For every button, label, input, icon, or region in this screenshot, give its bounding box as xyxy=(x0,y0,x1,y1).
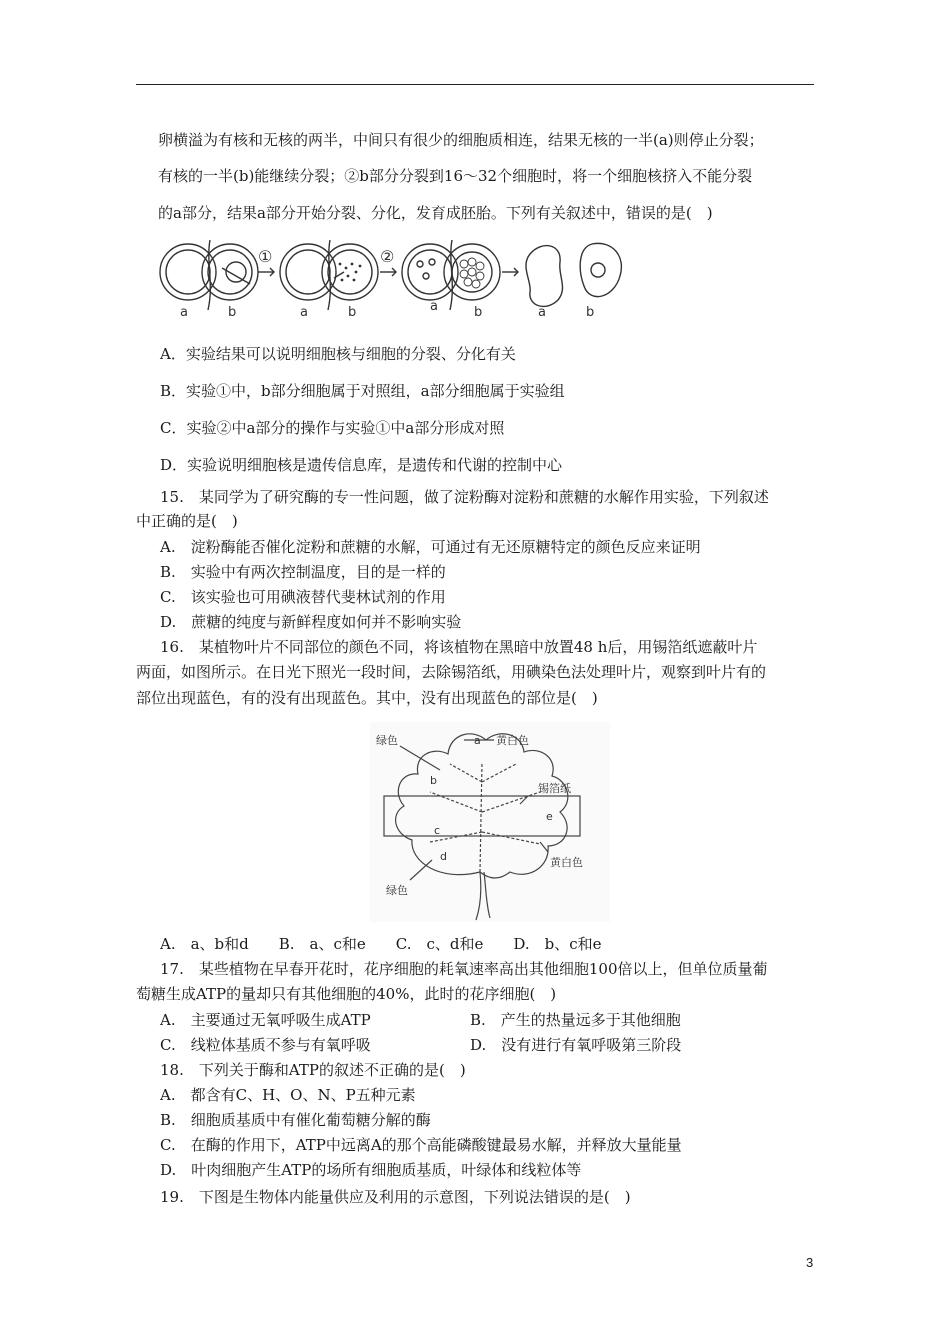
q18-stem: 18. 下列关于酶和ATP的叙述不正确的是( ) xyxy=(160,1061,466,1079)
q15-stem-line-1: 15. 某同学为了研究酶的专一性问题，做了淀粉酶对淀粉和蔗糖的水解作用实验，下列叙述 xyxy=(160,488,769,506)
q15-stem-line-2: 中正确的是( ) xyxy=(136,512,238,530)
q17-option-a: A. 主要通过无氧呼吸生成ATP xyxy=(160,1011,371,1029)
q19-stem: 19. 下图是生物体内能量供应及利用的示意图，下列说法错误的是( ) xyxy=(160,1188,631,1206)
step1-label: ① xyxy=(258,247,273,266)
label-b1: b xyxy=(228,305,237,320)
q14-text-line-3: 的a部分，结果a部分开始分裂、分化，发育成胚胎。下列有关叙述中，错误的是( ) xyxy=(158,204,713,222)
q18-option-d: D. 叶肉细胞产生ATP的场所有细胞质基质，叶绿体和线粒体等 xyxy=(160,1161,582,1179)
q14-option-a: A．实验结果可以说明细胞核与细胞的分裂、分化有关 xyxy=(160,345,516,363)
label-a2: a xyxy=(300,305,308,320)
label-a: a xyxy=(474,734,481,747)
q15-option-d: D. 蔗糖的纯度与新鲜程度如何并不影响实验 xyxy=(160,613,462,631)
q17-stem-line-1: 17. 某些植物在早春开花时，花序细胞的耗氧速率高出其他细胞100倍以上，但单位质量葡 xyxy=(160,960,768,978)
label-e: e xyxy=(546,810,553,823)
q18-option-b: B. 细胞质基质中有催化葡萄糖分解的酶 xyxy=(160,1111,431,1129)
q17-option-d: D. 没有进行有氧呼吸第三阶段 xyxy=(470,1036,682,1054)
q14-text-line-1: 卵横溢为有核和无核的两半，中间只有很少的细胞质相连，结果无核的一半(a)则停止分裂； xyxy=(158,131,764,149)
q14-option-d: D．实验说明细胞核是遗传信息库，是遗传和代谢的控制中心 xyxy=(160,456,563,474)
label-yellow-top: 黄白色 xyxy=(496,734,529,747)
header-rule xyxy=(136,84,814,85)
q17-option-b: B. 产生的热量远多于其他细胞 xyxy=(470,1011,681,1029)
q15-option-b: B. 实验中有两次控制温度，目的是一样的 xyxy=(160,563,446,581)
label-a1: a xyxy=(180,305,188,320)
q16-stem-line-2: 两面，如图所示。在日光下照光一段时间，去除锡箔纸，用碘染色法处理叶片，观察到叶片有的 xyxy=(136,663,767,681)
q14-text-line-2: 有核的一半(b)能继续分裂；②b部分分裂到16～32个细胞时，将一个细胞核挤入不能分裂 xyxy=(158,167,753,185)
label-green-bottom: 绿色 xyxy=(386,884,408,897)
step2-label: ② xyxy=(380,247,395,266)
label-b3: b xyxy=(474,305,483,320)
egg-experiment-figure xyxy=(158,232,628,324)
label-green-top: 绿色 xyxy=(376,734,398,747)
q18-option-c: C. 在酶的作用下，ATP中远离A的那个高能磷酸键最易水解，并释放大量能量 xyxy=(160,1136,682,1154)
label-foil: 锡箔纸 xyxy=(538,782,571,795)
q17-stem-line-2: 萄糖生成ATP的量却只有其他细胞的40%，此时的花序细胞( ) xyxy=(136,985,557,1003)
label-b4: b xyxy=(586,305,595,320)
q16-stem-line-3: 部位出现蓝色，有的没有出现蓝色。其中，没有出现蓝色的部位是( ) xyxy=(136,689,598,707)
q14-option-b: B．实验①中，b部分细胞属于对照组，a部分细胞属于实验组 xyxy=(160,382,565,400)
leaf-figure xyxy=(370,722,610,922)
label-c: c xyxy=(434,824,441,837)
label-d: d xyxy=(440,850,447,863)
label-a4: a xyxy=(538,305,546,320)
label-b2: b xyxy=(348,305,357,320)
label-a3: a xyxy=(430,299,438,314)
q16-stem-line-1: 16. 某植物叶片不同部位的颜色不同，将该植物在黑暗中放置48 h后，用锡箔纸遮蔽叶片 xyxy=(160,638,758,656)
label-yellow-bottom: 黄白色 xyxy=(550,856,583,869)
q16-options: A. a、b和d B. a、c和e C. c、d和e D. b、c和e xyxy=(160,935,602,953)
q18-option-a: A. 都含有C、H、O、N、P五种元素 xyxy=(160,1086,416,1104)
q15-option-a: A. 淀粉酶能否催化淀粉和蔗糖的水解，可通过有无还原糖特定的颜色反应来证明 xyxy=(160,538,701,556)
q15-option-c: C. 该实验也可用碘液替代斐林试剂的作用 xyxy=(160,588,446,606)
q17-option-c: C. 线粒体基质不参与有氧呼吸 xyxy=(160,1036,371,1054)
q14-option-c: C．实验②中a部分的操作与实验①中a部分形成对照 xyxy=(160,419,505,437)
label-b: b xyxy=(430,774,437,787)
page-number: 3 xyxy=(806,1255,814,1270)
